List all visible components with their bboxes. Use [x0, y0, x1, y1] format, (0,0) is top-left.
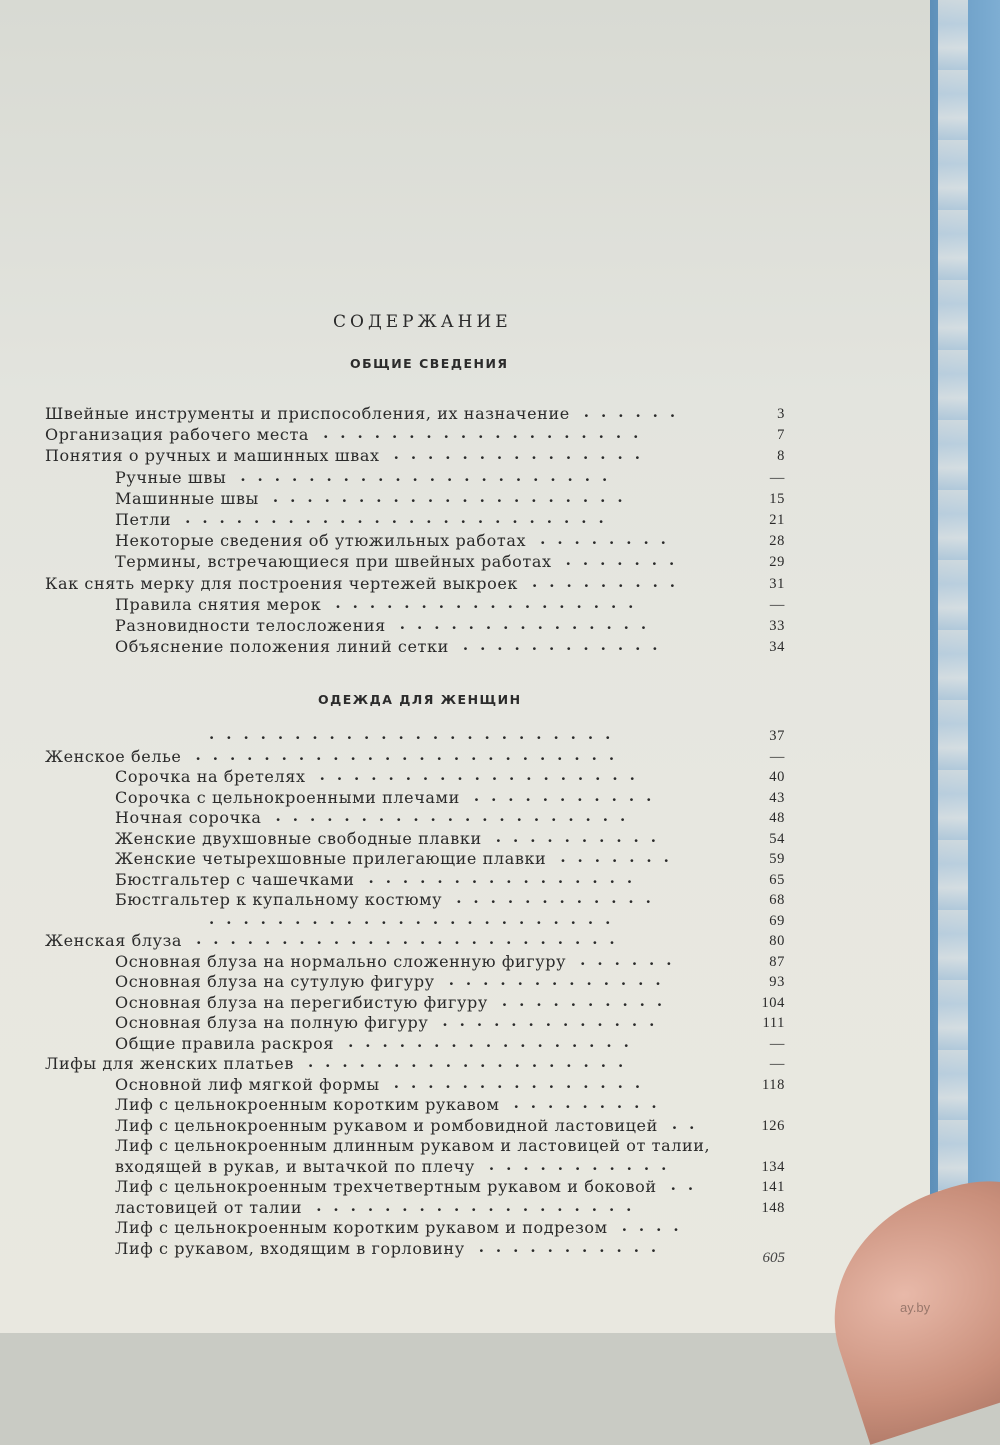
toc-page-number: — [769, 469, 785, 486]
toc-entry [45, 425, 785, 445]
toc-entry [115, 870, 785, 890]
leader-dots: ............ [456, 889, 663, 907]
toc-entry [115, 552, 785, 572]
toc-entry-title: Лиф с цельнокроенным коротким рукавом [115, 1095, 500, 1114]
toc-entry [45, 726, 785, 746]
toc-entry [115, 1095, 785, 1115]
toc-page-number: 148 [761, 1199, 785, 1216]
toc-entry-title: Женская блуза [45, 931, 183, 950]
leader-dots: ............ [462, 636, 670, 655]
toc-entry [115, 1116, 785, 1136]
toc-entry-title: Петли [115, 510, 172, 529]
leader-dots: ........... [488, 1155, 679, 1174]
leader-dots: ......................... [185, 509, 616, 527]
leader-dots: ............. [448, 971, 673, 989]
leader-dots: .. [671, 1114, 707, 1133]
toc-entry-title: Ручные швы [115, 467, 227, 487]
toc-page-number: 87 [769, 953, 785, 970]
toc-page-number: 34 [769, 639, 785, 656]
toc-entry [115, 808, 785, 828]
leader-dots: ........ [540, 530, 678, 549]
leader-dots: ...... [580, 950, 684, 969]
toc-entry [115, 489, 785, 509]
toc-entry-title: Женские четырехшовные прилегающие плавки [115, 849, 547, 868]
toc-page-number: 104 [761, 994, 785, 1011]
toc-entry-title: Понятия о ручных и машинных швах [45, 446, 380, 466]
leader-dots: .................. [335, 593, 646, 612]
toc-entry-title: Лиф с цельнокроенным трехчетвертным рукавом и боковой [115, 1177, 657, 1196]
toc-entry [115, 1198, 785, 1218]
toc-entry [115, 1177, 785, 1197]
toc-page-number: 3 [777, 406, 785, 422]
toc-page-number: — [769, 596, 785, 613]
toc-entry [115, 1239, 785, 1259]
toc-entry [115, 1075, 785, 1095]
leader-dots: ......... [532, 572, 688, 591]
toc-page-number: 43 [769, 789, 785, 806]
toc-entry-title: Женские двухшовные свободные плавки [115, 828, 482, 848]
toc-entry-title: Основная блуза на перегибистую фигуру [115, 992, 488, 1012]
toc-entry [115, 1218, 785, 1238]
toc-entry-title: Сорочка с цельнокроенными плечами [115, 787, 460, 807]
toc-entry-title: ластовицей от талии [115, 1197, 303, 1217]
leader-dots: ........... [473, 786, 664, 805]
toc-entry-title: Женское белье [45, 746, 182, 766]
leader-dots: .......... [495, 827, 668, 846]
toc-entry-title: Ночная сорочка [115, 808, 262, 827]
toc-entry [45, 747, 785, 767]
leader-dots: ........................ [209, 909, 623, 928]
leader-dots: ......... [513, 1094, 669, 1112]
page-title: СОДЕРЖАНИЕ [333, 312, 512, 332]
worn-cover-texture [938, 0, 968, 1333]
toc-page-number: 8 [777, 448, 785, 465]
leader-dots: ............. [442, 1012, 667, 1030]
toc-entry-title: Машинные швы [115, 488, 259, 508]
leader-dots: ......................... [195, 745, 627, 764]
leader-dots: ............... [399, 615, 659, 633]
toc-page-number: 69 [769, 912, 785, 929]
toc-page-number: 15 [769, 490, 785, 507]
toc-entry-title: Лиф с цельнокроенным длинным рукавом и ластовицей от талии, [115, 1136, 711, 1155]
toc-page-number: 93 [769, 974, 785, 990]
toc-entry-title: Лиф с цельнокроенным коротким рукавом и подрезом [115, 1218, 608, 1237]
toc-entry [45, 446, 785, 466]
toc-page-number: 68 [769, 892, 785, 908]
leader-dots: ................... [319, 766, 647, 784]
toc-page-number: 65 [769, 871, 785, 888]
toc-entry-title: Сорочка на бретелях [115, 767, 306, 786]
leader-dots: .... [621, 1217, 691, 1235]
toc-entry [115, 616, 785, 636]
toc-page-number: — [769, 1035, 785, 1052]
toc-page-number: 141 [761, 1179, 785, 1195]
section-heading: ОДЕЖДА ДЛЯ ЖЕНЩИН [318, 692, 522, 707]
toc-page-number: 28 [769, 533, 785, 550]
leader-dots: ........... [478, 1237, 669, 1256]
leader-dots: .. [670, 1176, 706, 1194]
toc-page-number: 111 [762, 1015, 785, 1031]
toc-entry [45, 574, 785, 594]
toc-page-number: 33 [769, 618, 785, 634]
leader-dots: ............... [393, 1073, 653, 1092]
toc-entry [115, 788, 785, 808]
toc-page-number: 80 [769, 933, 785, 949]
toc-entry [115, 972, 785, 992]
toc-page-number: 29 [769, 554, 785, 571]
toc-entry-title: Разновидности телосложения [115, 616, 386, 635]
leader-dots: ................ [368, 868, 645, 887]
leader-dots: ............... [393, 445, 652, 464]
toc-entry [115, 637, 785, 657]
leader-dots: ................. [348, 1032, 641, 1051]
leader-dots: ................... [307, 1053, 636, 1071]
toc-entry [45, 931, 785, 951]
leader-dots: .......... [501, 991, 675, 1010]
toc-entry-title: Правила снятия мерок [115, 594, 322, 614]
toc-entry-title: Общие правила раскроя [115, 1033, 335, 1053]
toc-entry-title: Основная блуза на полную фигуру [115, 1013, 429, 1032]
leader-dots: ................... [323, 424, 651, 443]
toc-entry [45, 404, 785, 424]
toc-page-number: 7 [777, 427, 785, 444]
toc-entry-title: Бюстгальтер к купальному костюму [115, 890, 443, 909]
toc-entry [115, 849, 785, 869]
toc-entry [115, 952, 785, 972]
toc-entry-title: Как снять мерку для построения чертежей выкроек [45, 573, 519, 593]
toc-page-number: 21 [769, 512, 785, 528]
section-heading: ОБЩИЕ СВЕДЕНИЯ [350, 356, 509, 371]
toc-entry-title: входящей в рукав, и вытачкой по плечу [115, 1156, 475, 1176]
toc-entry [45, 911, 785, 931]
leader-dots: ................... [316, 1196, 644, 1215]
toc-page-number: — [769, 1056, 785, 1072]
toc-entry-title: Бюстгальтер с чашечками [115, 869, 355, 889]
toc-entry-title: Лиф с рукавом, входящим в горловину [115, 1238, 465, 1258]
toc-entry [115, 1136, 785, 1156]
toc-entry-title: Основная блуза на нормально сложенную фигуру [115, 951, 567, 971]
toc-page-number: 48 [769, 810, 785, 826]
toc-page-number: 31 [769, 575, 785, 592]
toc-entry-title: Швейные инструменты и приспособления, их назначение [45, 404, 570, 423]
leader-dots: ..................... [275, 807, 638, 825]
toc-entry-title: Организация рабочего места [45, 425, 310, 445]
toc-entry-title: Основной лиф мягкой формы [115, 1074, 380, 1094]
toc-entry [115, 1034, 785, 1054]
toc-entry [115, 1013, 785, 1033]
toc-page-number: 118 [761, 1076, 785, 1093]
book-cover-edge [930, 0, 1000, 1333]
toc-entry-title: Лифы для женских платьев [45, 1054, 294, 1073]
toc-entry [115, 510, 785, 530]
leader-dots: ........................ [209, 725, 623, 743]
leader-dots: ......................... [196, 930, 627, 948]
toc-entry [115, 829, 785, 849]
toc-entry [45, 1054, 785, 1074]
toc-entry-title: Объяснение положения линий сетки [115, 637, 449, 657]
leader-dots: ...................... [240, 466, 620, 485]
toc-entry [115, 595, 785, 615]
page-number: 605 [762, 1250, 785, 1266]
toc-entry [115, 890, 785, 910]
toc-page-number: 54 [769, 830, 785, 847]
leader-dots: ....... [560, 848, 681, 866]
toc-entry-title: Основная блуза на сутулую фигуру [115, 972, 435, 991]
toc-page-number: 59 [769, 851, 785, 867]
leader-dots: ..................... [272, 487, 635, 506]
toc-entry [115, 468, 785, 488]
toc-entry [115, 1157, 785, 1177]
toc-entry-title: Термины, встречающиеся при швейных работах [115, 552, 552, 572]
toc-entry [115, 767, 785, 787]
watermark: ay.by [900, 1300, 931, 1315]
toc-entry [115, 531, 785, 551]
toc-page-number: 126 [761, 1117, 785, 1134]
leader-dots: ...... [583, 403, 688, 421]
toc-entry [115, 993, 785, 1013]
toc-page-number: 134 [761, 1158, 785, 1175]
leader-dots: ....... [565, 551, 687, 570]
toc-entry-title: Некоторые сведения об утюжильных работах [115, 531, 527, 551]
toc-page-number: — [769, 748, 785, 765]
toc-page-number: 40 [769, 769, 785, 785]
toc-page-number: 37 [769, 728, 785, 744]
toc-entry-title: Лиф с цельнокроенным рукавом и ромбовидной ластовицей [115, 1115, 658, 1135]
